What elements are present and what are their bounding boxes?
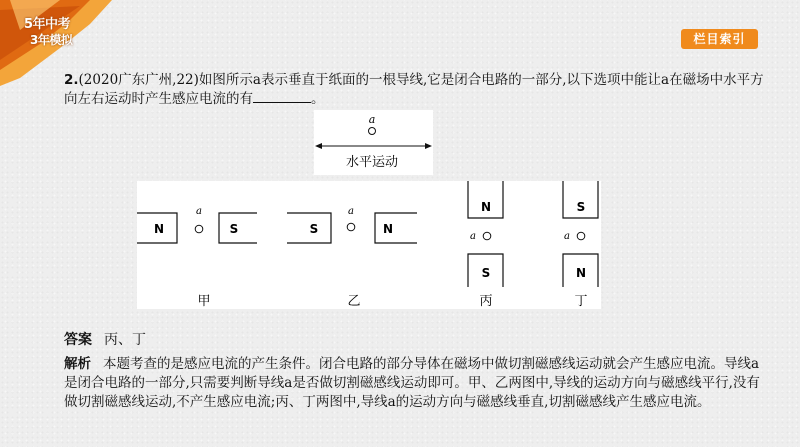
wire-icon [347, 223, 355, 231]
pole-label: S [481, 266, 491, 280]
motion-figure [314, 110, 433, 175]
logo-text-bottom: 3年模拟 [30, 33, 73, 47]
answer-text: 丙、丁 [104, 332, 146, 348]
wire-icon [369, 128, 376, 135]
panel-jia [137, 206, 257, 309]
pole-label: N [480, 200, 492, 214]
wire-label: a [196, 206, 202, 217]
wire-label: a [368, 113, 376, 126]
wire-label: a [348, 206, 354, 217]
answer-blank [253, 90, 311, 103]
index-button[interactable]: 栏目索引 [681, 29, 758, 49]
pole-label: N [382, 222, 394, 236]
wire-icon [483, 232, 491, 240]
answer-section [64, 329, 146, 349]
analysis-section [64, 355, 770, 412]
caption: 乙 [347, 294, 361, 309]
question-text [64, 71, 764, 109]
question-stem: (2020广东广州,22)如图所示a表示垂直于纸面的一根导线,它是闭合电路的一部分,以下选项中能让a在磁场中水平方向左右运动时产生感应电流的有 [64, 72, 764, 107]
analysis-text: 本题考查的是感应电流的产生条件。闭合电路的部分导体在磁场中做切割磁感线运动就会产生感应电流。导线a是闭合电路的一部分,只需要判断导线a是否做切割磁感线运动即可。甲、乙两图中,导线的运动方向与磁感线平行,没有做切割磁感线运动,不产生感应电流;丙、丁两图中,导线a的运动方向与磁感线垂直,切割磁感线产生感应电流。 [64, 356, 760, 410]
panel-ding [563, 181, 598, 309]
arrow-left-icon [315, 143, 322, 149]
logo-text-top: 5年中考 [24, 17, 71, 32]
caption: 丁 [574, 294, 588, 309]
caption: 丙 [479, 294, 493, 309]
pole-label: S [576, 200, 586, 214]
pole-label: N [575, 266, 587, 280]
question-number: 2. [64, 72, 79, 88]
panel-yi [287, 206, 417, 309]
motion-label: 水平运动 [345, 155, 399, 170]
pole-label: S [229, 222, 239, 236]
caption: 甲 [197, 294, 211, 309]
wire-icon [195, 225, 203, 233]
analysis-label: 解析 [64, 356, 91, 372]
wire-label: a [470, 231, 476, 242]
arrow-right-icon [425, 143, 432, 149]
pole-label: S [309, 222, 319, 236]
pole-label: N [153, 222, 165, 236]
magnet-figures [137, 181, 601, 309]
panel-bing [468, 181, 503, 309]
magnet-right [375, 213, 417, 243]
answer-label: 答案 [64, 332, 92, 348]
wire-label: a [564, 231, 570, 242]
wire-icon [577, 232, 585, 240]
question-end: 。 [311, 91, 325, 107]
